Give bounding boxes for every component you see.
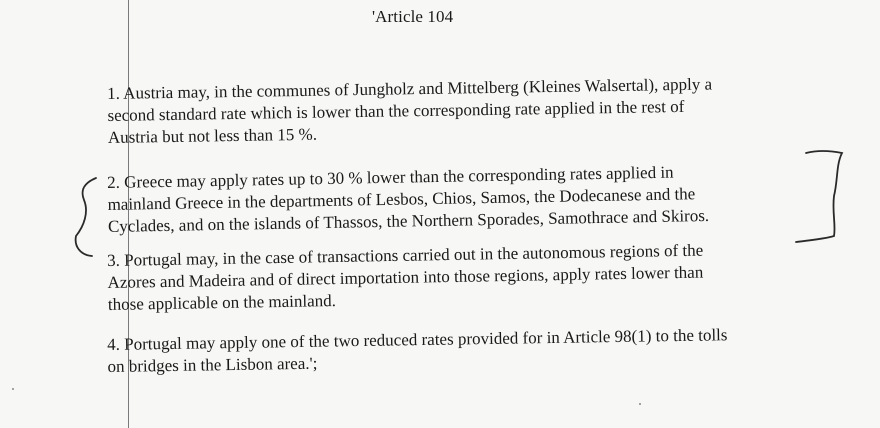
paragraph-1-line-1: 1. Austria may, in the communes of Jungholz and Mittelberg (Kleines Walsertal), apply a bbox=[107, 74, 713, 103]
paragraph-3-line-2: Azores and Madeira and of direct importation into those regions, apply rates lower than bbox=[107, 262, 704, 292]
paragraph-3-line-3: those applicable on the mainland. bbox=[107, 291, 337, 314]
left-bracket-mark bbox=[76, 178, 96, 256]
paragraph-4-line-1: 4. Portugal may apply one of the two reduced rates provided for in Article 98(1) to the tolls bbox=[107, 325, 728, 354]
paragraph-3-line-1: 3. Portugal may, in the case of transactions carried out in the autonomous regions of the bbox=[107, 240, 704, 270]
paragraph-1-line-2: second standard rate which is lower than the corresponding rate applied in the rest of bbox=[107, 96, 685, 125]
paragraph-2-line-3: Cyclades, and on the islands of Thassos, the Northern Sporades, Samothrace and Skiros. bbox=[107, 205, 710, 236]
right-bracket-mark bbox=[796, 151, 842, 242]
scan-speck bbox=[12, 388, 14, 390]
paragraph-1-line-3: Austria but not less than 15 %. bbox=[107, 124, 318, 147]
paragraph-2-line-1: 2. Greece may apply rates up to 30 % lower than the corresponding rates applied in bbox=[107, 162, 674, 192]
article-heading: 'Article 104 bbox=[372, 7, 454, 26]
paragraph-4-line-2: on bridges in the Lisbon area.'; bbox=[107, 353, 318, 376]
scan-speck bbox=[639, 403, 641, 405]
paragraph-2-line-2: mainland Greece in the departments of Lesbos, Chios, Samos, the Dodecanese and the bbox=[107, 184, 696, 214]
